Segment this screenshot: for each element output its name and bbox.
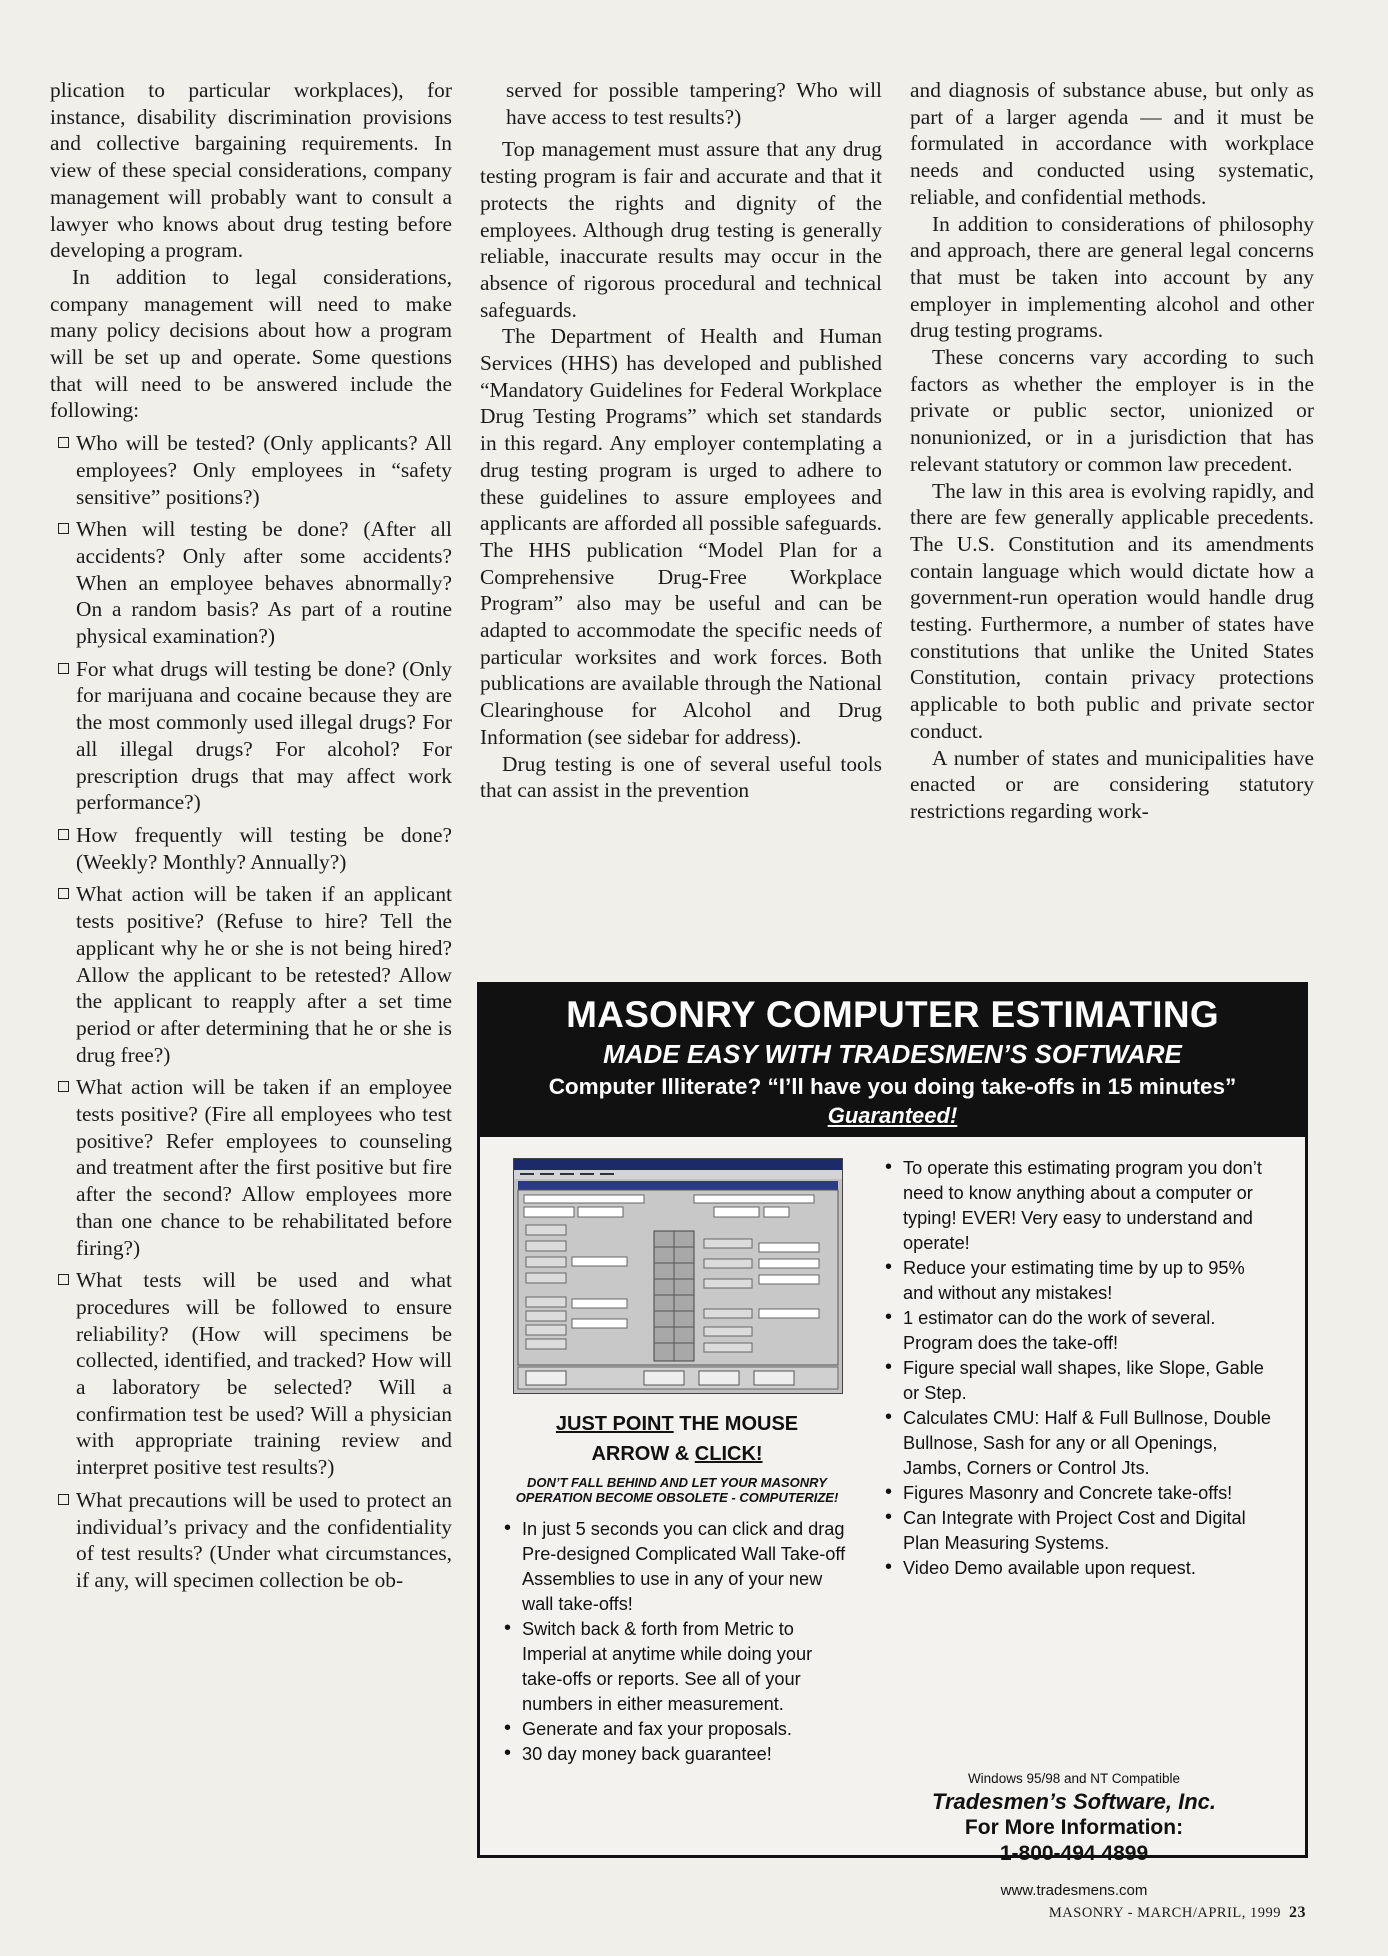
- paragraph: plication to particular workplaces), for instance, disability discrimination provisions and collective bargaining requirements. In view of these special considerations, company management will probably want to consult a lawyer who knows about drug testing before developing a program.: [50, 78, 452, 263]
- article-column-1: [50, 77, 452, 1594]
- question-item: What precautions will be used to protect an individual’s privacy and the confidentiality of test results? (Under what circumstances, if any, will specimen collection be ob-: [50, 1487, 452, 1594]
- ad-right-column: [883, 1156, 1278, 1581]
- ad-bullet: • Figure special wall shapes, like Slope, Gable or Step.: [883, 1356, 1278, 1406]
- paragraph: In addition to legal considerations, company management will need to make many policy decisions about how a program will be set up and operate. Some questions that will need to be answered include the following:: [50, 264, 452, 423]
- checkbox-bullet-icon: [58, 1494, 69, 1505]
- ad-point-mouse-heading: JUST POINT THE MOUSE ARROW & CLICK!: [555, 1413, 799, 1465]
- ad-contact-block: [883, 1769, 1265, 1901]
- question-continuation: served for possible tampering? Who will have access to test results?): [506, 78, 882, 129]
- question-item: What action will be taken if an employee tests positive? (Fire all employees who test positive? Refer employees to counseling and treatment after the first positive but fire after the second? Allow employees more than one chance to be rehabilitated before firing?): [50, 1074, 452, 1261]
- page-footer: [1049, 1904, 1306, 1922]
- checkbox-bullet-icon: [58, 829, 69, 840]
- paragraph: The Department of Health and Human Services (HHS) has developed and published “Mandatory Guidelines for Federal Workplace Drug Testing Programs” which set standards in this regard. Any employer contemplating a drug testing program is urged to adhere to these guidelines to assure employees and applicants are afforded all possible safeguards. The HHS publication “Model Plan for a Comprehensive Drug-Free Workplace Program” also may be useful and can be adapted to accommodate the specific needs of particular worksites and work forces. Both publications are available through the National Clearinghouse for Alcohol and Drug Information (see sidebar for address).: [480, 324, 882, 749]
- paragraph: A number of states and municipalities have enacted or are considering statutory restrictions regarding work-: [910, 745, 1314, 823]
- ad-bullet: • 30 day money back guarantee!: [502, 1742, 852, 1767]
- ad-phone: 1-800-494 4899: [999, 1842, 1149, 1865]
- running-footer: MASONRY - MARCH/APRIL, 1999: [1048, 1905, 1281, 1921]
- paragraph: Top management must assure that any drug testing program is fair and accurate and that it protects the rights and dignity of the employees. Although drug testing is generally reliable, inaccurate results may occur in the absence of rigorous procedural and technical safeguards.: [480, 137, 882, 322]
- ad-company-name: Tradesmen’s Software, Inc.: [931, 1789, 1217, 1814]
- checkbox-bullet-icon: [58, 1274, 69, 1285]
- ad-bullet: • Can Integrate with Project Cost and Digital Plan Measuring Systems.: [883, 1506, 1278, 1556]
- question-item: When will testing be done? (After all accidents? Only after some accidents? When an employee behaves abnormally? On a random basis? As part of a routine physical examination?): [50, 516, 452, 650]
- advertisement: [477, 982, 1308, 1899]
- ad-dont-fall-behind: DON’T FALL BEHIND AND LET YOUR MASONRY OPERATION BECOME OBSOLETE - COMPUTERIZE!: [515, 1475, 839, 1505]
- ad-bullet: • Figures Masonry and Concrete take-offs!: [883, 1481, 1278, 1506]
- article-column-2: [480, 77, 882, 804]
- ad-bullet: • In just 5 seconds you can click and drag Pre-designed Complicated Wall Take-off Assemblies to use in any of your new wall take-offs!: [502, 1517, 852, 1617]
- ad-bullet: • 1 estimator can do the work of several. Program does the take-off!: [883, 1306, 1278, 1356]
- ad-header: [480, 985, 1305, 1137]
- software-screenshot-image: [513, 1158, 843, 1394]
- ad-subhead: MADE EASY WITH TRADESMEN’S SOFTWARE: [603, 1039, 1182, 1069]
- paragraph: These concerns vary according to such factors as whether the employer is in the private or public sector, unionized or nonunionized, or in a jurisdiction that has relevant statutory or common law precedent.: [910, 345, 1314, 476]
- checkbox-bullet-icon: [58, 1081, 69, 1092]
- paragraph: The law in this area is evolving rapidly, and there are few generally applicable precedents. The U.S. Constitution and its amendments contain language which would dictate how a government-run operation would handle drug testing. Furthermore, a number of states have constitutions that unlike the United States Constitution, contain privacy protections applicable to both public and private sector conduct.: [910, 478, 1314, 743]
- question-item: What action will be taken if an applicant tests positive? (Refuse to hire? Tell the applicant why he or she is not being hired? Allow the applicant to be retested? Allow the applicant to reapply after a set time period or after determining that he or she is drug free?): [50, 881, 452, 1068]
- paragraph: Drug testing is one of several useful tools that can assist in the prevention: [480, 751, 882, 803]
- article-column-3: [910, 77, 1314, 825]
- ad-more-info: For More Information:: [964, 1816, 1184, 1839]
- ad-tagline: Computer Illiterate? “I’ll have you doing take-offs in 15 minutes”: [548, 1074, 1237, 1099]
- checkbox-bullet-icon: [58, 523, 69, 534]
- ad-guarantee: Guaranteed!: [827, 1103, 958, 1128]
- ad-bullet: • Reduce your estimating time by up to 95% and without any mistakes!: [883, 1256, 1278, 1306]
- ad-website: www.tradesmens.com: [1000, 1882, 1148, 1899]
- paragraph: In addition to considerations of philosophy and approach, there are general legal concerns that must be taken into account by any employer in implementing alcohol and other drug testing programs.: [910, 211, 1314, 343]
- ad-bullet: • Switch back & forth from Metric to Imperial at anytime while doing your take-offs or reports. See all of your numbers in either measurement.: [502, 1617, 852, 1717]
- checkbox-bullet-icon: [58, 663, 69, 674]
- ad-bullet: • Calculates CMU: Half & Full Bullnose, Double Bullnose, Sash for any or all Openings, Jambs, Corners or Control Jts.: [883, 1406, 1278, 1481]
- ad-bullet: • Generate and fax your proposals.: [502, 1717, 852, 1742]
- paragraph: and diagnosis of substance abuse, but only as part of a larger agenda — and it must be formulated in accordance with workplace needs and conducted using systematic, reliable, and confidential methods.: [910, 78, 1314, 209]
- ad-bullet: • To operate this estimating program you don’t need to know anything about a computer or typing! EVER! Very easy to understand and operate!: [883, 1156, 1278, 1256]
- checkbox-bullet-icon: [58, 437, 69, 448]
- ad-compatibility: Windows 95/98 and NT Compatible: [967, 1771, 1181, 1786]
- ad-left-column: [502, 1409, 852, 1767]
- ad-bullet: • Video Demo available upon request.: [883, 1556, 1278, 1581]
- software-window-illustration: [514, 1159, 842, 1393]
- question-item: What tests will be used and what procedures will be followed to ensure reliability? (How will specimens be collected, identified, and tracked? How will a laboratory be selected? Will a confirmation test be used? Will a physician with appropriate training review and interpret positive test results?): [50, 1267, 452, 1481]
- ad-headline: MASONRY COMPUTER ESTIMATING: [566, 994, 1219, 1035]
- question-item: How frequently will testing be done? (Weekly? Monthly? Annually?): [50, 822, 452, 875]
- checkbox-bullet-icon: [58, 888, 69, 899]
- question-item: Who will be tested? (Only applicants? All employees? Only employees in “safety sensitive” positions?): [50, 430, 452, 510]
- page-number: 23: [1289, 1904, 1306, 1921]
- question-item: For what drugs will testing be done? (Only for marijuana and cocaine because they are the most commonly used illegal drugs? For all illegal drugs? For alcohol? For prescription drugs that may affect work performance?): [50, 656, 452, 816]
